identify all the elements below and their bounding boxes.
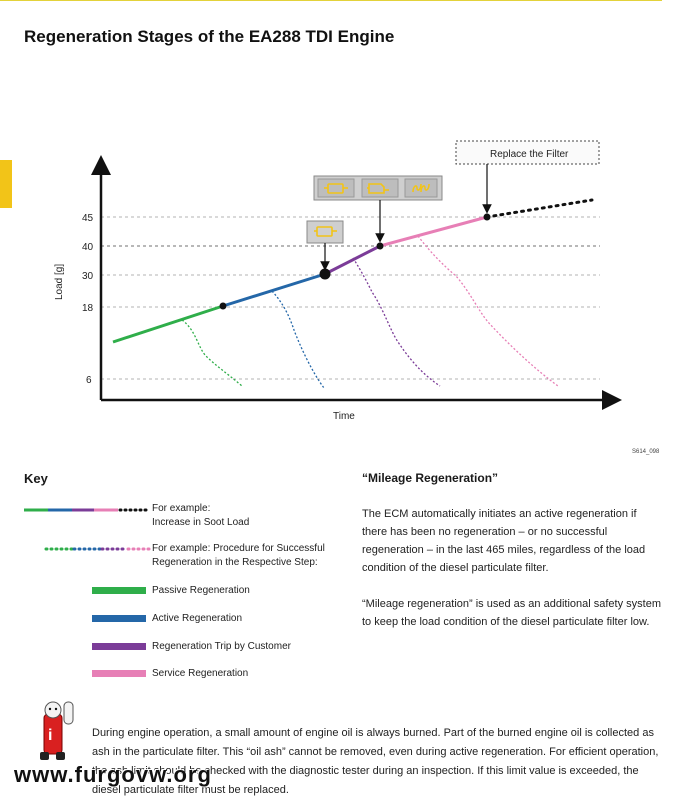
legend-swatch-passive <box>92 587 146 594</box>
ytick-45: 45 <box>82 213 94 224</box>
legend-swatch-active <box>92 615 146 622</box>
continued-increase-line <box>487 200 592 217</box>
ash-note-text: During engine operation, a small amount of engine oil is always burned. Part of the burned engine oil is collected as ash in the particulate filter. This “oil ash” cannot be removed, even during active regeneration. For efficient operation, the ash limit should be checked with the diagnostic tester during an inspection. If this limit value is exceeded, the diesel particulate filter must be replaced. <box>92 727 659 796</box>
soot-load-sample-line <box>22 504 152 516</box>
ytick-40: 40 <box>82 242 94 253</box>
legend-swatch-service <box>92 670 146 677</box>
service-segment <box>380 217 487 246</box>
x-axis-label: Time <box>333 411 355 422</box>
page-title: Regeneration Stages of the EA288 TDI Engine <box>24 27 395 46</box>
point-45 <box>484 214 491 221</box>
mileage-paragraph-1: The ECM automatically initiates an active regeneration if there has been no regeneration – or no successful regeneration – in the last 465 miles, regardless of the load condition of the diesel particulate filter. <box>362 508 646 574</box>
active-segment <box>223 274 325 306</box>
replace-filter-label: Replace the Filter <box>490 149 569 160</box>
point-40 <box>377 243 384 250</box>
y-axis-label: Load [g] <box>54 263 65 300</box>
passive-drop-curve <box>182 320 242 386</box>
legend-label-passive: Passive Regeneration <box>152 585 250 596</box>
figure-code: S614_098 <box>632 449 660 455</box>
dpf-lamp-box <box>307 221 343 243</box>
customer-trip-segment <box>325 246 380 274</box>
mileage-paragraph-2: “Mileage regeneration” is used as an additional safety system to keep the load condition of the diesel particulate filter low. <box>362 598 661 628</box>
watermark: www.furgovw.org <box>14 762 212 787</box>
customer-trip-drop-curve <box>353 258 440 386</box>
legend-label-active: Active Regeneration <box>152 613 243 624</box>
svg-text:i: i <box>48 727 53 744</box>
key-title: Key <box>24 471 48 486</box>
service-drop-curve <box>418 236 558 386</box>
ytick-30: 30 <box>82 271 94 282</box>
point-30 <box>320 269 331 280</box>
ytick-6: 6 <box>86 375 92 386</box>
active-drop-curve <box>272 291 324 388</box>
point-18 <box>220 303 227 310</box>
ytick-18: 18 <box>82 303 94 314</box>
passive-segment <box>113 306 223 342</box>
note-mascot-icon <box>36 700 86 762</box>
key-example-increase: For example: Increase in Soot Load <box>152 503 250 528</box>
legend-label-service: Service Regeneration <box>152 668 249 679</box>
legend-swatch-customer-trip <box>92 643 146 650</box>
key-example-procedure: For example: Procedure for Successful Regeneration in the Respective Step: <box>152 543 325 568</box>
mileage-heading: “Mileage Regeneration” <box>362 471 499 485</box>
procedure-sample-line <box>44 544 152 554</box>
legend-label-customer-trip: Regeneration Trip by Customer <box>152 641 291 652</box>
